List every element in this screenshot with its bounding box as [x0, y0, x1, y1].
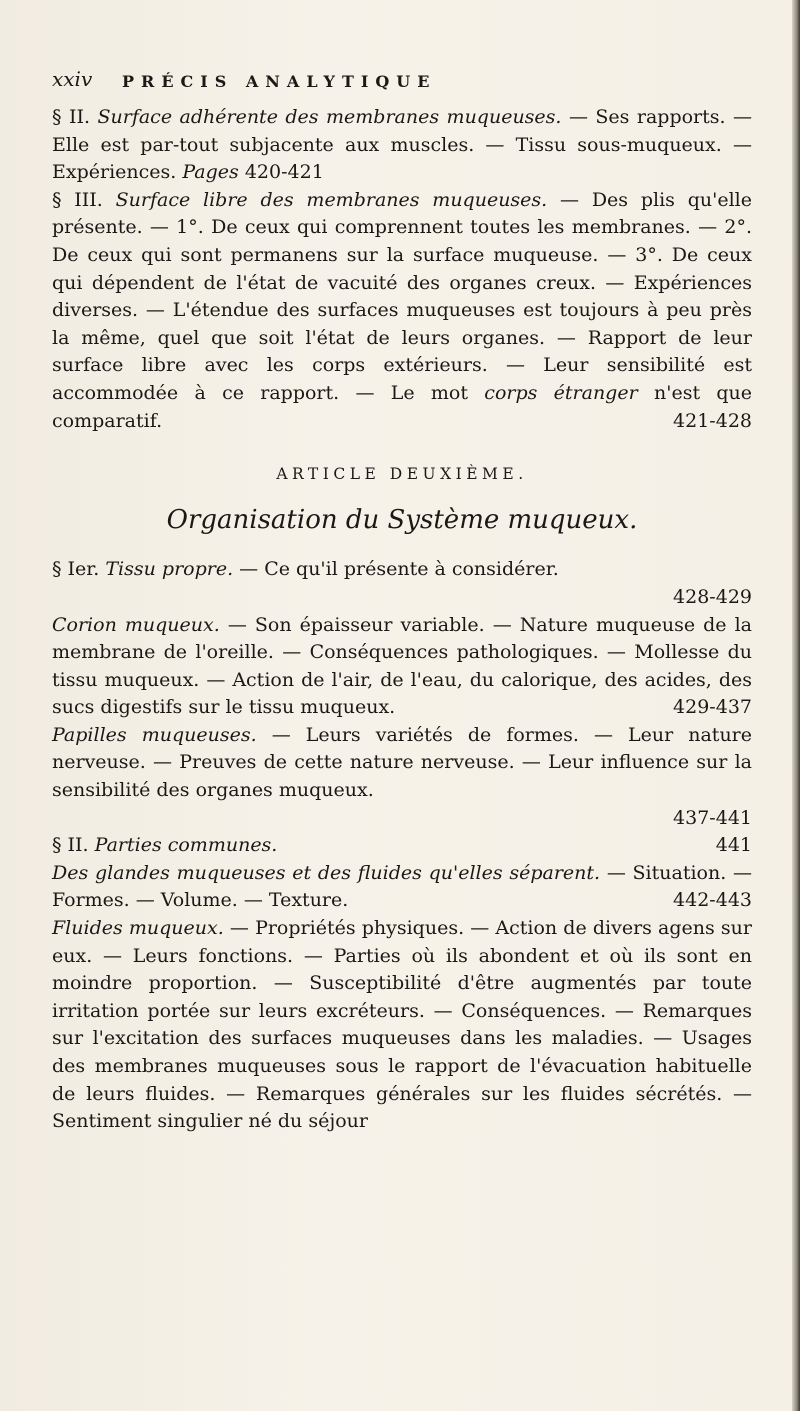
section-text: — Ce qu'il présente à considérer.: [239, 558, 559, 581]
page-ref: 437-441: [673, 806, 752, 829]
entry-title: Corion muqueux.: [52, 613, 220, 636]
page-ref: 429-437: [673, 696, 752, 719]
page-edge-shadow: [792, 0, 800, 1411]
page-number: xxiv: [52, 67, 93, 91]
section-tissu-propre: [52, 556, 752, 584]
entry-text: — Leurs variétés de formes. — Leur nature nerveuse. — Preuves de cette nature nerveuse. — Leur influence sur la sensibilité des organes muqueux.: [52, 723, 753, 802]
section-parties-communes: [52, 832, 752, 860]
entry-fluides: [52, 915, 752, 1136]
pages-label: Pages: [182, 161, 239, 184]
entry-glandes: [52, 860, 752, 915]
entry-papilles: [52, 722, 752, 805]
page-header: [52, 66, 752, 100]
chapter-subtitle: Organisation du Système muqueux.: [166, 504, 638, 535]
section-tail: n'est que comparatif.: [52, 381, 753, 432]
page-ref-line: [52, 584, 752, 612]
section-title: Surface adhérente des membranes muqueuses.: [97, 106, 562, 128]
entry-title: Fluides muqueux.: [52, 917, 224, 940]
section-title: Surface libre des membranes muqueuses.: [115, 188, 548, 211]
entry-text: — Situation. — Formes. — Volume. — Texture.: [52, 861, 752, 912]
page-ref-line: [52, 805, 752, 833]
page-ref: 441: [715, 834, 752, 857]
section-surface-libre: [52, 187, 752, 435]
running-title: PRÉCIS ANALYTIQUE: [122, 72, 437, 91]
section-surface-adherente: [52, 104, 752, 187]
entry-corion: [52, 612, 752, 722]
section-title: Parties communes.: [94, 834, 278, 857]
article-heading: ARTICLE DEUXIÈME.: [276, 465, 528, 484]
entry-title: Des glandes muqueuses et des fluides qu'elles séparent.: [52, 861, 601, 884]
page-content: [52, 66, 752, 1136]
page-ref: 421-428: [673, 409, 752, 432]
section-lead: § II.: [52, 106, 91, 128]
page-ref: 420-421: [244, 161, 324, 184]
page-ref: 428-429: [673, 585, 752, 608]
entry-title: Papilles muqueuses.: [52, 723, 257, 746]
section-lead: § II.: [52, 834, 89, 857]
section-title: Tissu propre.: [105, 558, 234, 581]
section-text: — Ses rapports. — Elle est par-tout subjacente aux muscles. — Tissu sous-muqueux. — Expériences.: [52, 106, 753, 184]
section-italic-term: corps étranger: [484, 381, 638, 404]
section-lead: § III.: [52, 188, 103, 211]
section-text: — Des plis qu'elle présente. — 1°. De ceux qui comprennent toutes les membranes. — 2°. De ceux qui sont permanens sur la surface muqueuse. — 3°. De ceux qui dépendent de l'état de vacuité des organes creux. — Expériences diverses. — L'étendue des surfaces muqueuses est toujours à peu près la même, quel que soit l'état de leurs organes. — Rapport de leur surface libre avec les corps extérieurs. — Leur sensibilité est accommodée à ce rapport. — Le mot: [52, 188, 752, 404]
page-ref: 442-443: [673, 889, 752, 912]
entry-text: — Propriétés physiques. — Action de divers agens sur eux. — Leurs fonctions. — Parties où ils abondent et où ils sont en moindre proportion. — Susceptibilité d'être augmentés par toute irritation portée sur leurs excréteurs. — Conséquences. — Remarques sur l'excitation des surfaces muqueuses dans les maladies. — Usages des membranes muqueuses sous le rapport de l'évacuation habituelle de leurs fluides. — Remarques générales sur les fluides sécrétés. — Sentiment singulier né du séjour: [52, 917, 752, 1133]
section-lead: § Ier.: [52, 558, 100, 581]
entry-text: — Son épaisseur variable. — Nature muqueuse de la membrane de l'oreille. — Conséquences pathologiques. — Mollesse du tissu muqueux. — Action de l'air, de l'eau, du calorique, des acides, des sucs digestifs sur le tissu muqueux.: [52, 613, 752, 719]
